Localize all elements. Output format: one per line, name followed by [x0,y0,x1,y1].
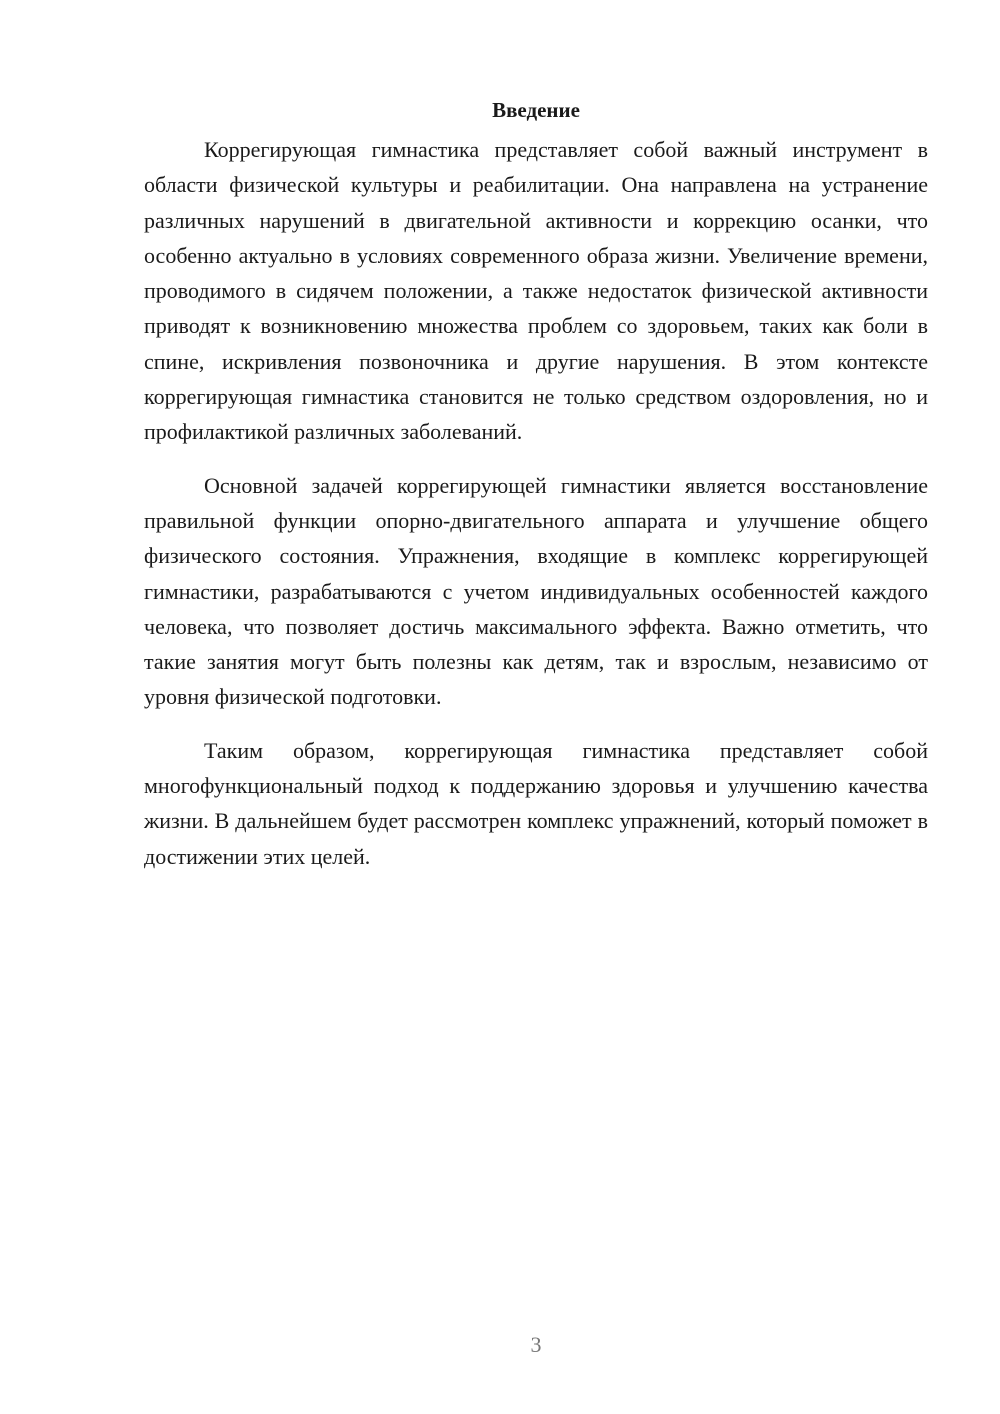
paragraph-3: Таким образом, коррегирующая гимнастика представляет собой многофункциональный подход к поддержанию здоровья и улучшению качества жизни. В дальнейшем будет рассмотрен комплекс упражнений, который поможет в достижении этих целей. [144,737,928,869]
page-content [144,92,928,892]
paragraph-2: Основной задачей коррегирующей гимнастики является восстановление правильной функции опорно-двигательного аппарата и улучшение общего физического состояния. Упражнения, входящие в комплекс коррегирующей гимнастики, разрабатываются с учетом индивидуальных особенностей каждого человека, что позволяет достичь максимального эффекта. Важно отметить, что такие занятия могут быть полезны как детям, так и взрослым, независимо от уровня физической подготовки. [144,472,928,710]
section-title: Введение [492,98,580,122]
paragraph-1: Коррегирующая гимнастика представляет собой важный инструмент в области физической культуры и реабилитации. Она направлена на устранение различных нарушений в двигательной активности и коррекцию осанки, что особенно актуально в условиях современного образа жизни. Увеличение времени, проводимого в сидячем положении, а также недостаток физической активности приводят к возникновению множества проблем со здоровьем, таких как боли в спине, искривления позвоночника и другие нарушения. В этом контексте коррегирующая гимнастика становится не только средством оздоровления, но и профилактикой различных заболеваний. [144,137,928,445]
page-number: 3 [530,1332,542,1357]
